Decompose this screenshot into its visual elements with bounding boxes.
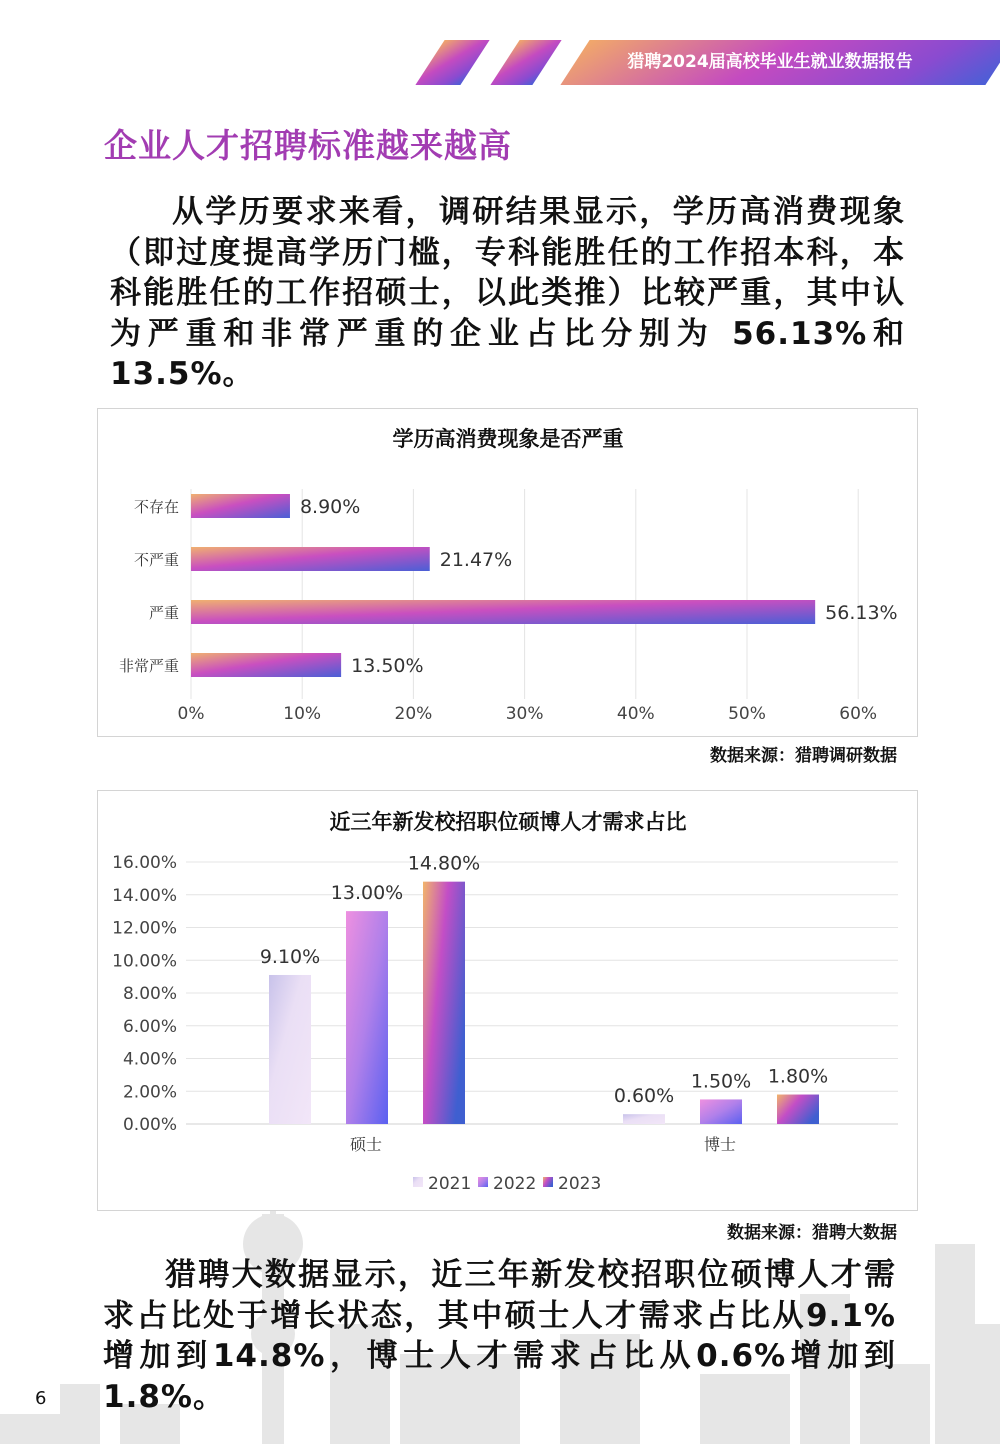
data-label: 1.50%	[690, 1070, 752, 1093]
x-tick-label: 0%	[177, 704, 205, 724]
section-title: 企业人才招聘标准越来越高	[104, 126, 512, 165]
data-label: 13.50%	[351, 655, 424, 677]
legend-swatch	[543, 1177, 553, 1187]
legend-swatch	[478, 1177, 488, 1187]
data-label: 56.13%	[825, 602, 898, 624]
source-note-1: 数据来源：猎聘调研数据	[710, 746, 897, 766]
y-tick-label: 16.00%	[112, 853, 177, 873]
bar-2021	[269, 975, 311, 1124]
category-label: 不存在	[133, 498, 179, 516]
bar-2023	[777, 1095, 819, 1124]
x-tick-label: 40%	[616, 704, 655, 724]
y-tick-label: 2.00%	[122, 1082, 177, 1103]
x-tick-label: 30%	[505, 704, 544, 724]
x-tick-label: 10%	[283, 704, 322, 724]
legend-label: 2022	[493, 1174, 537, 1194]
x-tick-label: 60%	[839, 704, 878, 724]
y-tick-label: 8.00%	[122, 984, 177, 1004]
banner-stripe-1	[415, 40, 489, 85]
data-label: 9.10%	[259, 945, 321, 968]
chart-master-phd-demand	[97, 790, 918, 1211]
report-banner-title: 猎聘2024届高校毕业生就业数据报告	[627, 52, 913, 72]
bar-2023	[423, 882, 465, 1124]
x-tick-label: 20%	[394, 704, 433, 724]
bar	[191, 494, 290, 518]
legend-swatch	[413, 1177, 423, 1187]
x-tick-label: 50%	[728, 704, 766, 724]
category-label: 不严重	[133, 551, 179, 569]
y-tick-label: 4.00%	[122, 1049, 177, 1070]
y-tick-label: 10.00%	[112, 951, 177, 972]
bar	[191, 653, 341, 677]
y-tick-label: 0.00%	[122, 1115, 177, 1135]
bar	[191, 547, 430, 571]
data-label: 21.47%	[439, 549, 513, 571]
data-label: 0.60%	[613, 1085, 675, 1108]
category-label: 非常严重	[118, 657, 179, 675]
category-label: 博士	[703, 1135, 737, 1154]
bar-2021	[623, 1114, 665, 1124]
data-label: 13.00%	[330, 882, 404, 905]
data-label: 14.80%	[407, 852, 481, 875]
legend-label: 2021	[428, 1174, 472, 1194]
legend-label: 2023	[558, 1174, 602, 1194]
bar-2022	[346, 911, 388, 1124]
bar-2022	[700, 1099, 742, 1124]
bar	[191, 600, 815, 624]
y-tick-label: 14.00%	[112, 885, 177, 906]
data-label: 1.80%	[767, 1065, 829, 1088]
y-tick-label: 12.00%	[112, 918, 177, 939]
chart-title: 学历高消费现象是否严重	[392, 427, 624, 451]
category-label: 严重	[148, 604, 179, 622]
category-label: 硕士	[349, 1135, 383, 1154]
y-tick-label: 6.00%	[122, 1016, 177, 1037]
source-note-2: 数据来源：猎聘大数据	[727, 1223, 897, 1243]
chart-title: 近三年新发校招职位硕博人才需求占比	[329, 810, 687, 834]
data-label: 8.90%	[299, 496, 361, 518]
intro-paragraph: 从学历要求来看，调研结果显示，学历高消费现象（即过度提高学历门槛，专科能胜任的工作招本科，本科能胜任的工作招硕士，以此类推）比较严重，其中认为严重和非常严重的企业占比分别为 56.13%和13.5%。	[110, 194, 905, 392]
page-number: 6	[35, 1388, 47, 1409]
summary-paragraph: 猎聘大数据显示，近三年新发校招职位硕博人才需求占比处于增长状态，其中硕士人才需求占比从9.1%增加到14.8%，博士人才需求占比从0.6%增加到1.8%。	[103, 1257, 896, 1415]
banner-stripe-2	[490, 40, 561, 85]
chart-education-inflation	[97, 408, 918, 737]
